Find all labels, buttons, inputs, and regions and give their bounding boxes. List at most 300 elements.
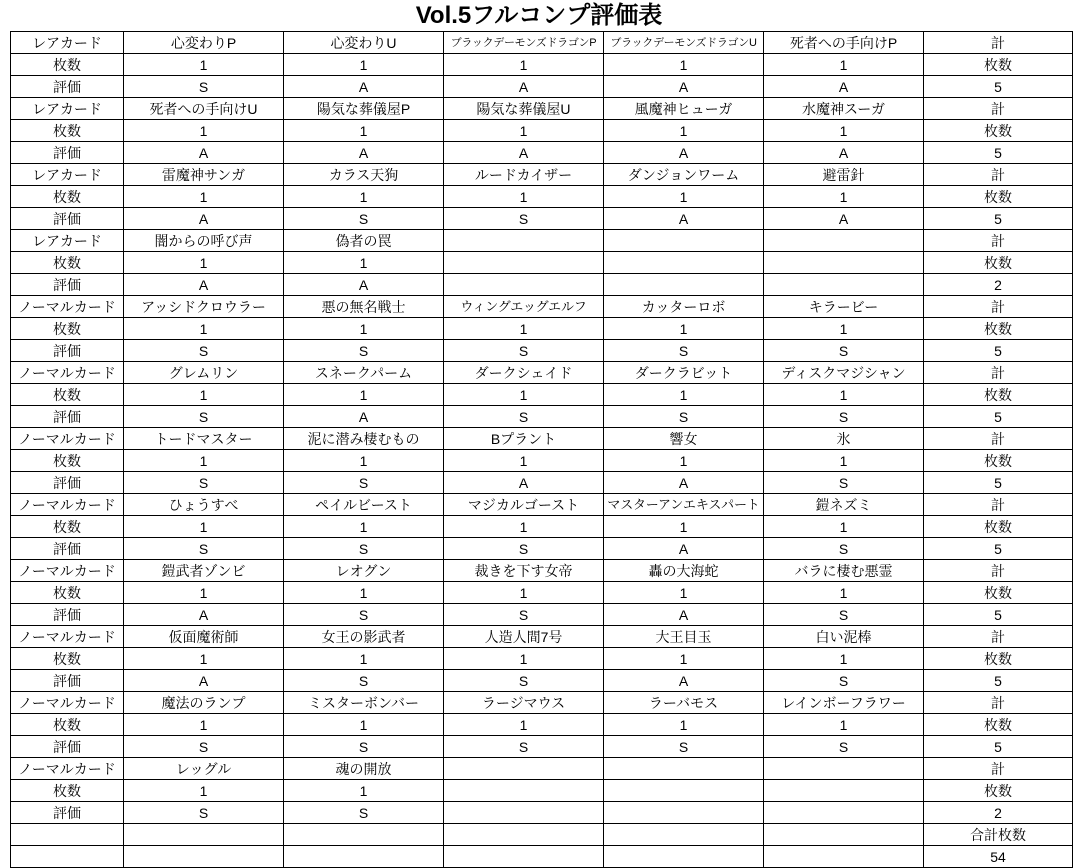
table-row <box>11 340 1073 362</box>
table-row <box>11 648 1073 670</box>
card-name: キラービー <box>764 296 924 318</box>
card-name: 鎧ネズミ <box>764 494 924 516</box>
spacer-cell <box>124 824 284 846</box>
card-count: 1 <box>444 582 604 604</box>
card-name: 心変わりP <box>124 32 284 54</box>
card-name: トードマスター <box>124 428 284 450</box>
card-type-label: レアカード <box>11 32 124 54</box>
card-rating <box>444 274 604 296</box>
sum-sub-label: 枚数 <box>924 582 1073 604</box>
card-name: 陽気な葬儀屋P <box>284 98 444 120</box>
card-type-label: ノーマルカード <box>11 362 124 384</box>
table-row <box>11 472 1073 494</box>
card-name: ラージマウス <box>444 692 604 714</box>
card-name: レインボーフラワー <box>764 692 924 714</box>
card-rating: S <box>764 736 924 758</box>
card-rating: S <box>284 208 444 230</box>
card-name: ダークラビット <box>604 362 764 384</box>
card-rating: A <box>604 76 764 98</box>
card-type-label: ノーマルカード <box>11 692 124 714</box>
card-rating: S <box>124 406 284 428</box>
card-rating: S <box>444 208 604 230</box>
card-count: 1 <box>444 318 604 340</box>
card-count: 1 <box>604 54 764 76</box>
card-rating <box>604 802 764 824</box>
card-rating: S <box>764 538 924 560</box>
card-count: 1 <box>764 582 924 604</box>
card-name <box>444 758 604 780</box>
card-name: ペイルビースト <box>284 494 444 516</box>
count-label: 枚数 <box>11 648 124 670</box>
card-name: 水魔神スーガ <box>764 98 924 120</box>
table-row <box>11 384 1073 406</box>
card-name: 氷 <box>764 428 924 450</box>
card-name: アッシドクロウラー <box>124 296 284 318</box>
card-count: 1 <box>764 318 924 340</box>
card-rating: S <box>124 76 284 98</box>
card-rating <box>444 802 604 824</box>
table-row <box>11 670 1073 692</box>
card-name: ブラックデーモンズドラゴンP <box>444 32 604 54</box>
count-label: 枚数 <box>11 120 124 142</box>
card-count: 1 <box>444 120 604 142</box>
card-count: 1 <box>444 648 604 670</box>
card-name: 陽気な葬儀屋U <box>444 98 604 120</box>
card-count: 1 <box>604 714 764 736</box>
table-row <box>11 516 1073 538</box>
card-count <box>764 252 924 274</box>
spacer-cell <box>764 824 924 846</box>
card-name: グレムリン <box>124 362 284 384</box>
card-rating: S <box>284 340 444 362</box>
block-total: 5 <box>924 736 1073 758</box>
sum-sub-label: 枚数 <box>924 120 1073 142</box>
card-rating: S <box>124 472 284 494</box>
card-count: 1 <box>444 384 604 406</box>
sum-header: 計 <box>924 98 1073 120</box>
card-type-label: ノーマルカード <box>11 560 124 582</box>
table-row <box>11 186 1073 208</box>
count-label: 枚数 <box>11 54 124 76</box>
table-row <box>11 142 1073 164</box>
card-count: 1 <box>284 252 444 274</box>
table-row <box>11 736 1073 758</box>
card-rating: S <box>764 472 924 494</box>
block-total: 5 <box>924 670 1073 692</box>
card-name: 魔法のランプ <box>124 692 284 714</box>
card-rating: A <box>124 274 284 296</box>
card-name: ラーバモス <box>604 692 764 714</box>
card-name: ブラックデーモンズドラゴンU <box>604 32 764 54</box>
card-rating <box>764 274 924 296</box>
card-rating: S <box>124 538 284 560</box>
rating-label: 評価 <box>11 208 124 230</box>
card-name <box>604 758 764 780</box>
card-rating: A <box>764 208 924 230</box>
card-count: 1 <box>604 384 764 406</box>
rating-label: 評価 <box>11 340 124 362</box>
card-name: ダークシェイド <box>444 362 604 384</box>
card-rating: S <box>444 538 604 560</box>
card-rating: A <box>284 142 444 164</box>
card-type-label: レアカード <box>11 164 124 186</box>
block-total: 5 <box>924 472 1073 494</box>
sum-header: 計 <box>924 296 1073 318</box>
table-row <box>11 538 1073 560</box>
sum-sub-label: 枚数 <box>924 714 1073 736</box>
card-type-label: レアカード <box>11 98 124 120</box>
card-count: 1 <box>124 318 284 340</box>
table-row <box>11 780 1073 802</box>
card-count: 1 <box>124 780 284 802</box>
spacer-cell <box>284 824 444 846</box>
sum-header: 計 <box>924 428 1073 450</box>
card-count: 1 <box>604 120 764 142</box>
card-count: 1 <box>124 252 284 274</box>
card-name: 避雷針 <box>764 164 924 186</box>
sum-sub-label: 枚数 <box>924 648 1073 670</box>
sum-sub-label: 枚数 <box>924 54 1073 76</box>
grand-total-label: 合計枚数 <box>924 824 1073 846</box>
card-rating: S <box>444 736 604 758</box>
sum-header: 計 <box>924 758 1073 780</box>
card-name <box>764 758 924 780</box>
rating-label: 評価 <box>11 538 124 560</box>
count-label: 枚数 <box>11 252 124 274</box>
table-row <box>11 76 1073 98</box>
count-label: 枚数 <box>11 516 124 538</box>
card-count: 1 <box>604 318 764 340</box>
card-rating: A <box>604 604 764 626</box>
evaluation-table <box>10 31 1073 868</box>
card-rating: S <box>764 670 924 692</box>
block-total: 5 <box>924 604 1073 626</box>
card-count: 1 <box>284 54 444 76</box>
table-row <box>11 296 1073 318</box>
card-name: 死者への手向けU <box>124 98 284 120</box>
card-count: 1 <box>284 186 444 208</box>
card-count <box>604 252 764 274</box>
table-row <box>11 582 1073 604</box>
card-name: レオグン <box>284 560 444 582</box>
card-name: マスターアンエキスパート <box>604 494 764 516</box>
count-label: 枚数 <box>11 450 124 472</box>
grand-total-row <box>11 824 1073 846</box>
card-rating: S <box>124 802 284 824</box>
card-rating: S <box>444 340 604 362</box>
card-count: 1 <box>284 648 444 670</box>
card-rating: A <box>124 670 284 692</box>
card-rating: A <box>604 472 764 494</box>
block-total: 2 <box>924 802 1073 824</box>
card-name: 泥に潜み棲むもの <box>284 428 444 450</box>
card-count <box>764 780 924 802</box>
block-total: 2 <box>924 274 1073 296</box>
card-name: 人造人間7号 <box>444 626 604 648</box>
card-name: 死者への手向けP <box>764 32 924 54</box>
card-count: 1 <box>284 582 444 604</box>
card-count: 1 <box>604 450 764 472</box>
table-row <box>11 98 1073 120</box>
card-type-label: ノーマルカード <box>11 758 124 780</box>
rating-label: 評価 <box>11 274 124 296</box>
card-name: 裁きを下す女帝 <box>444 560 604 582</box>
sum-sub-label: 枚数 <box>924 780 1073 802</box>
sum-header: 計 <box>924 230 1073 252</box>
card-name: 偽者の罠 <box>284 230 444 252</box>
table-row <box>11 164 1073 186</box>
card-rating: A <box>604 670 764 692</box>
sum-sub-label: 枚数 <box>924 516 1073 538</box>
card-count: 1 <box>764 648 924 670</box>
card-rating: A <box>604 142 764 164</box>
rating-label: 評価 <box>11 736 124 758</box>
card-name: 大王目玉 <box>604 626 764 648</box>
card-type-label: ノーマルカード <box>11 296 124 318</box>
table-body <box>11 32 1073 868</box>
count-label: 枚数 <box>11 714 124 736</box>
card-name: バラに棲む悪霊 <box>764 560 924 582</box>
card-rating: A <box>124 604 284 626</box>
card-name: 仮面魔術師 <box>124 626 284 648</box>
block-total: 5 <box>924 406 1073 428</box>
count-label: 枚数 <box>11 384 124 406</box>
card-count: 1 <box>764 120 924 142</box>
card-rating: S <box>444 406 604 428</box>
card-name: 心変わりU <box>284 32 444 54</box>
card-rating: A <box>444 142 604 164</box>
card-name: ダンジョンワーム <box>604 164 764 186</box>
table-row <box>11 274 1073 296</box>
card-name: レッグル <box>124 758 284 780</box>
table-row <box>11 692 1073 714</box>
sum-header: 計 <box>924 32 1073 54</box>
card-count: 1 <box>764 714 924 736</box>
sum-sub-label: 枚数 <box>924 252 1073 274</box>
card-name: 鎧武者ゾンビ <box>124 560 284 582</box>
card-count: 1 <box>124 120 284 142</box>
card-name: ひょうすべ <box>124 494 284 516</box>
table-row <box>11 318 1073 340</box>
card-count: 1 <box>604 582 764 604</box>
card-count: 1 <box>124 54 284 76</box>
sum-sub-label: 枚数 <box>924 450 1073 472</box>
card-rating: A <box>284 274 444 296</box>
table-row <box>11 252 1073 274</box>
table-row <box>11 428 1073 450</box>
card-rating <box>764 802 924 824</box>
card-type-label: ノーマルカード <box>11 428 124 450</box>
rating-label: 評価 <box>11 472 124 494</box>
spacer-cell <box>11 824 124 846</box>
card-count: 1 <box>284 780 444 802</box>
card-count: 1 <box>284 318 444 340</box>
table-row <box>11 362 1073 384</box>
card-count: 1 <box>764 384 924 406</box>
card-count: 1 <box>444 450 604 472</box>
card-name: ミスターボンバー <box>284 692 444 714</box>
card-name: カラス天狗 <box>284 164 444 186</box>
card-name: マジカルゴースト <box>444 494 604 516</box>
card-name: 悪の無名戦士 <box>284 296 444 318</box>
card-name: 轟の大海蛇 <box>604 560 764 582</box>
card-count: 1 <box>604 516 764 538</box>
card-count <box>444 780 604 802</box>
sum-header: 計 <box>924 560 1073 582</box>
table-row <box>11 560 1073 582</box>
table-row <box>11 120 1073 142</box>
card-rating: A <box>764 142 924 164</box>
card-rating: A <box>764 76 924 98</box>
sum-header: 計 <box>924 362 1073 384</box>
card-count: 1 <box>444 714 604 736</box>
block-total: 5 <box>924 340 1073 362</box>
sum-header: 計 <box>924 494 1073 516</box>
table-row <box>11 32 1073 54</box>
table-row <box>11 802 1073 824</box>
count-label: 枚数 <box>11 780 124 802</box>
rating-label: 評価 <box>11 142 124 164</box>
table-row <box>11 230 1073 252</box>
card-count: 1 <box>444 54 604 76</box>
card-name: 闇からの呼び声 <box>124 230 284 252</box>
card-rating: S <box>284 736 444 758</box>
card-rating <box>604 274 764 296</box>
card-rating: S <box>604 340 764 362</box>
card-type-label: ノーマルカード <box>11 494 124 516</box>
card-count: 1 <box>124 648 284 670</box>
card-count: 1 <box>284 120 444 142</box>
card-name: Bプラント <box>444 428 604 450</box>
card-rating: A <box>444 76 604 98</box>
card-name: 風魔神ヒューガ <box>604 98 764 120</box>
rating-label: 評価 <box>11 802 124 824</box>
card-count: 1 <box>124 714 284 736</box>
card-name: スネークパーム <box>284 362 444 384</box>
card-count: 1 <box>764 450 924 472</box>
sum-header: 計 <box>924 164 1073 186</box>
card-rating: A <box>444 472 604 494</box>
card-rating: S <box>764 340 924 362</box>
card-name: 雷魔神サンガ <box>124 164 284 186</box>
sum-sub-label: 枚数 <box>924 186 1073 208</box>
card-rating: S <box>284 670 444 692</box>
card-rating: A <box>604 208 764 230</box>
card-rating: S <box>124 736 284 758</box>
spacer-cell <box>604 824 764 846</box>
card-name: ディスクマジシャン <box>764 362 924 384</box>
card-rating: A <box>284 406 444 428</box>
card-rating: S <box>764 406 924 428</box>
card-rating: S <box>444 604 604 626</box>
card-count: 1 <box>764 54 924 76</box>
card-rating: A <box>124 142 284 164</box>
card-name: 魂の開放 <box>284 758 444 780</box>
block-total: 5 <box>924 76 1073 98</box>
card-rating: S <box>124 340 284 362</box>
count-label: 枚数 <box>11 582 124 604</box>
card-count: 1 <box>604 186 764 208</box>
card-count: 1 <box>284 450 444 472</box>
grand-total-value: 54 <box>924 846 1073 868</box>
count-label: 枚数 <box>11 318 124 340</box>
count-label: 枚数 <box>11 186 124 208</box>
card-count: 1 <box>604 648 764 670</box>
block-total: 5 <box>924 538 1073 560</box>
card-count: 1 <box>764 186 924 208</box>
card-type-label: レアカード <box>11 230 124 252</box>
sum-sub-label: 枚数 <box>924 384 1073 406</box>
card-count: 1 <box>764 516 924 538</box>
card-name <box>444 230 604 252</box>
card-rating: S <box>284 538 444 560</box>
card-name: カッターロボ <box>604 296 764 318</box>
card-rating: A <box>604 538 764 560</box>
card-rating: S <box>444 670 604 692</box>
block-total: 5 <box>924 142 1073 164</box>
card-count: 1 <box>444 186 604 208</box>
table-row <box>11 604 1073 626</box>
card-rating: A <box>284 76 444 98</box>
page-title: Vol.5フルコンプ評価表 <box>415 2 663 29</box>
card-count: 1 <box>284 516 444 538</box>
table-row <box>11 626 1073 648</box>
card-name <box>764 230 924 252</box>
block-total: 5 <box>924 208 1073 230</box>
rating-label: 評価 <box>11 670 124 692</box>
card-type-label: ノーマルカード <box>11 626 124 648</box>
card-rating: S <box>604 736 764 758</box>
card-rating: S <box>764 604 924 626</box>
card-count: 1 <box>124 582 284 604</box>
card-count <box>604 780 764 802</box>
rating-label: 評価 <box>11 604 124 626</box>
table-row <box>11 758 1073 780</box>
card-count: 1 <box>284 714 444 736</box>
card-count: 1 <box>124 384 284 406</box>
card-rating: S <box>284 604 444 626</box>
card-rating: S <box>284 802 444 824</box>
sum-header: 計 <box>924 626 1073 648</box>
card-rating: S <box>284 472 444 494</box>
table-row <box>11 714 1073 736</box>
card-name: 響女 <box>604 428 764 450</box>
rating-label: 評価 <box>11 406 124 428</box>
card-name <box>604 230 764 252</box>
card-count: 1 <box>124 186 284 208</box>
spacer-cell <box>444 824 604 846</box>
card-count <box>444 252 604 274</box>
card-rating: S <box>604 406 764 428</box>
card-name: ルードカイザー <box>444 164 604 186</box>
table-row <box>11 406 1073 428</box>
card-count: 1 <box>444 516 604 538</box>
table-row <box>11 54 1073 76</box>
table-row <box>11 208 1073 230</box>
card-count: 1 <box>124 450 284 472</box>
card-count: 1 <box>124 516 284 538</box>
card-name: ウィングエッグエルフ <box>444 296 604 318</box>
card-count: 1 <box>284 384 444 406</box>
table-row <box>11 494 1073 516</box>
table-row <box>11 450 1073 472</box>
card-name: 白い泥棒 <box>764 626 924 648</box>
card-rating: A <box>124 208 284 230</box>
sum-header: 計 <box>924 692 1073 714</box>
rating-label: 評価 <box>11 76 124 98</box>
sum-sub-label: 枚数 <box>924 318 1073 340</box>
card-name: 女王の影武者 <box>284 626 444 648</box>
